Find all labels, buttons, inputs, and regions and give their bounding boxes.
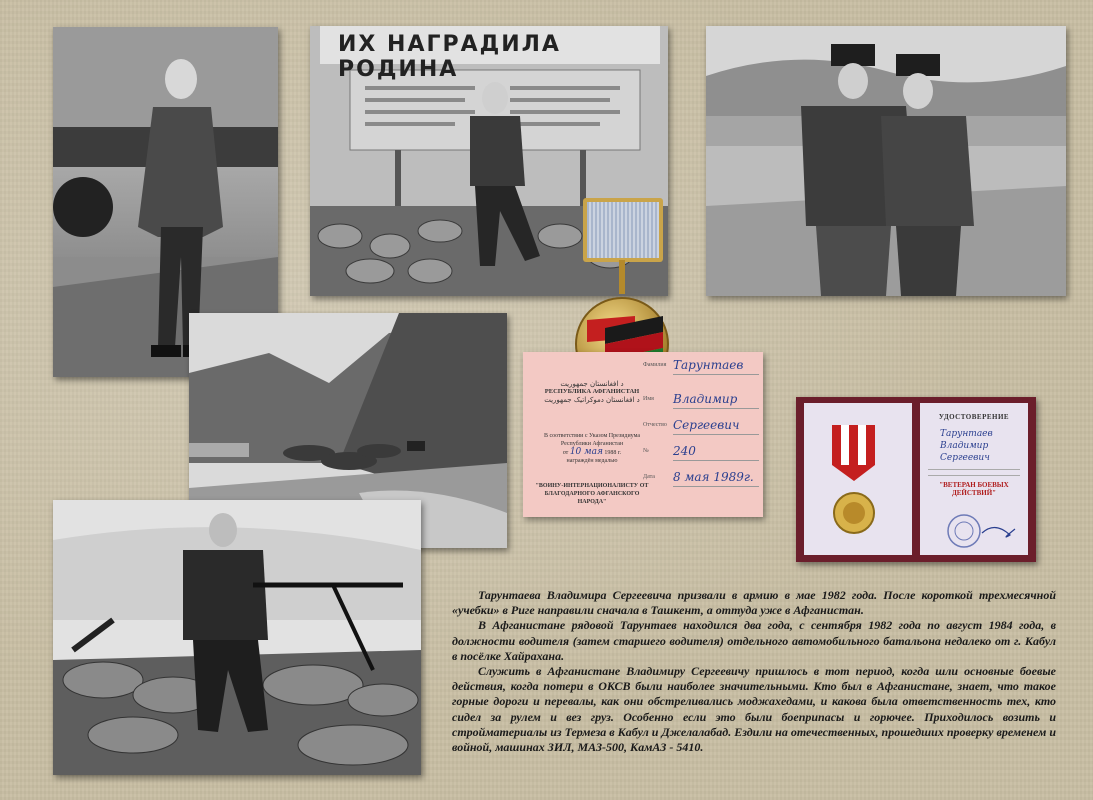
field-value: Сергеевич <box>673 418 759 435</box>
booklet-title: УДОСТОВЕРЕНИЕ <box>938 413 1010 421</box>
field-label: Отчество <box>643 422 667 428</box>
awarded-text: награждён медалью <box>566 458 618 464</box>
story-paragraph: Тарунтаева Владимира Сергеевича призвали в армию в мае 1982 года. После короткой трехмесячной «учебки» в Риге направили сначала в Ташкент, а оттуда уже в Афганистан. <box>452 588 1056 618</box>
booklet-name: Владимир <box>940 441 989 451</box>
certificate-arabic-subtitle: د افغانستان دموکراتیک جمهوریت <box>544 396 640 404</box>
booklet-surname: Тарунтаев <box>940 429 993 439</box>
field-label: Фамилия <box>643 362 667 368</box>
veteran-booklet <box>796 397 1036 562</box>
field-label: Дата <box>643 474 655 480</box>
story-paragraph: В Афганистане рядовой Тарунтаев находился два года, с сентября 1982 года по август 1984 года, в должности водителя (затем старшего водителя) отдельного автомобильного батальона недалеко от г. Кабул в посёлке Хайрахана. <box>452 618 1056 663</box>
field-value: Владимир <box>673 392 759 409</box>
decree-date-prefix: от <box>562 450 569 456</box>
veteran-medal-icon <box>804 403 912 555</box>
certificate-medal-name: "ВОИНУ-ИНТЕРНАЦИОНАЛИСТУ ОТ БЛАГОДАРНОГО АФГАНСКОГО НАРОДА" <box>535 483 649 505</box>
certificate-field-date <box>643 470 761 488</box>
certificate-decree <box>533 432 651 465</box>
decree-date-line <box>533 448 651 457</box>
certificate-field-number <box>643 444 761 462</box>
stamp-icon <box>920 403 1028 555</box>
decree-text: В соответствии с Указом Президиума Республики Афганистан <box>543 433 641 447</box>
certificate-header <box>533 380 651 404</box>
field-value: Тарунтаев <box>673 358 759 375</box>
story-paragraph: Служить в Афганистане Владимиру Сергеевичу пришлось в тот период, когда шли основные боевые действия, когда потери в ОКСВ были наиболее значительными. Кто был в Афганистане, знает, что такое горные дороги и перевалы, как они обстреливались моджахедами, и какова была ответственность тех, кто сидел за рулем и вез груз. Особенно если это были боеприпасы и горючее. Приходилось возить и стройматериалы из Термеза в Кабул и Джелалабад. Ездили на отечественных, прошедших проверку временем и войной, машинах ЗИЛ, МАЗ-500, КамАЗ - 5410. <box>452 664 1056 755</box>
photo-two-soldiers <box>706 26 1066 296</box>
field-label: № <box>643 448 649 454</box>
field-label: Имя <box>643 396 654 402</box>
certificate-field-patronymic <box>643 418 761 436</box>
booklet-patronymic: Сергеевич <box>940 453 990 463</box>
certificate-field-name <box>643 392 761 410</box>
award-certificate <box>523 352 763 517</box>
story-text <box>452 588 1056 755</box>
decree-year: 1988 г. <box>604 450 622 456</box>
booklet-right-page <box>920 403 1028 555</box>
booklet-status: "ВЕТЕРАН БОЕВЫХ ДЕЙСТВИЙ" <box>939 481 1009 497</box>
field-value: 8 мая 1989г. <box>673 470 759 487</box>
certificate-arabic-title: د افغانستان جمهوریت <box>560 380 624 388</box>
decree-date: 10 мая <box>569 447 603 457</box>
wall-caption: ИХ НАГРАДИЛА РОДИНА <box>338 32 561 82</box>
booklet-left-page <box>804 403 912 555</box>
certificate-field-surname <box>643 358 761 376</box>
photo-soldier-weapons <box>53 500 421 775</box>
field-value: 240 <box>673 444 759 461</box>
certificate-republic: РЕСПУБЛИКА АФГАНИСТАН <box>544 388 640 395</box>
